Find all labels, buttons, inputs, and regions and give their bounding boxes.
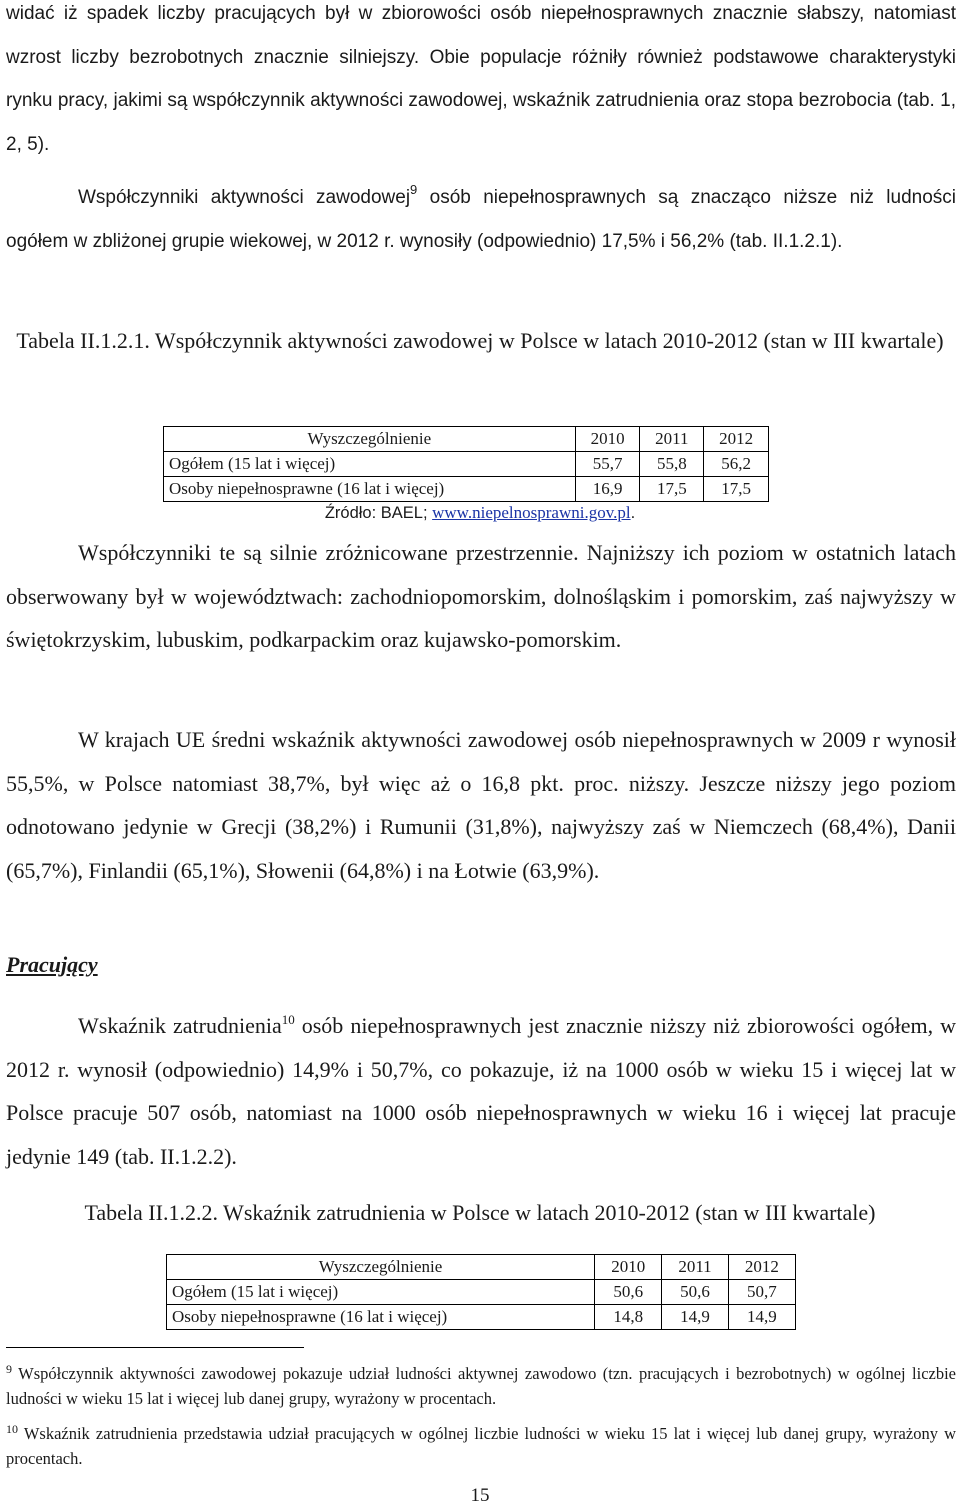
footnote-ref-10[interactable]: 10 — [281, 1012, 295, 1027]
cell-value: 17,5 — [640, 477, 704, 502]
section-heading: Pracujący — [6, 952, 98, 977]
paragraph-activity-rates: Współczynniki aktywności zawodowej$^9$ osób niepełnosprawnych są znacząco niższe niż ludności ogółem w zbliżonej grupie wiekowej, w 2012 r. wynosiły (odpowiednio) 17,5% i 56,2% (tab. II.1.2.1). — [6, 182, 956, 252]
footnote-divider — [6, 1347, 304, 1348]
table-caption-2: Tabela II.1.2.2. Wskaźnik zatrudnienia w Polsce w latach 2010-2012 (stan w III kwartale) — [84, 1200, 876, 1225]
header-cell: 2010 — [575, 427, 640, 452]
table-header-row — [164, 427, 769, 452]
table-row — [164, 477, 769, 502]
header-cell: 2011 — [662, 1255, 728, 1280]
table-row — [164, 452, 769, 477]
table-source: Źródło: BAEL; www.niepelnosprawni.gov.pl. — [324, 503, 636, 522]
header-cell: 2011 — [640, 427, 704, 452]
footnote-ref-9[interactable]: 9 — [410, 182, 418, 197]
footnote-9: $^9$ Współczynnik aktywności zawodowej pokazuje udział ludności aktywnej zawodowo (tzn. pracujących i bezrobotnych) w ogólnej liczbie ludności w wieku 15 lat i więcej lub danej grupy, wyrażony w procentach. — [6, 1362, 956, 1408]
cell-value: 50,6 — [662, 1280, 728, 1305]
header-cell: Wyszczególnienie — [164, 427, 576, 452]
page-number: 15 — [470, 1485, 490, 1506]
row-label: Ogółem (15 lat i więcej) — [164, 452, 576, 477]
cell-value: 56,2 — [704, 452, 769, 477]
cell-value: 50,6 — [595, 1280, 662, 1305]
cell-value: 50,7 — [728, 1280, 795, 1305]
footnote-10: $^{10}$ Wskaźnik zatrudnienia przedstawia udział pracujących w ogólnej liczbie ludności w wieku 15 lat i więcej lub danej grupy, wyrażony w procentach. — [6, 1422, 956, 1468]
cell-value: 16,9 — [575, 477, 640, 502]
table-row — [167, 1305, 796, 1330]
header-cell: Wyszczególnienie — [167, 1255, 595, 1280]
header-cell: 2012 — [728, 1255, 795, 1280]
row-label: Osoby niepełnosprawne (16 lat i więcej) — [167, 1305, 595, 1330]
paragraph-employment: Wskaźnik zatrudnienia$^{10}$ osób niepełnosprawnych jest znacznie niższy niż zbiorowości ogółem, w 2012 r. wynosił (odpowiednio) 14,9% i 50,7%, co pokazuje, iż na 1000 osób w wieku 15 i więcej lat w Polsce pracuje 507 osób, natomiast na 1000 osób niepełnosprawnych w wieku 16 i więcej lat pracuje jedynie 149 (tab. II.1.2.2). — [6, 1012, 956, 1169]
cell-value: 14,9 — [662, 1305, 728, 1330]
header-cell: 2012 — [704, 427, 769, 452]
source-link[interactable]: www.niepelnosprawni.gov.pl — [432, 503, 631, 522]
cell-value: 14,8 — [595, 1305, 662, 1330]
cell-value: 14,9 — [728, 1305, 795, 1330]
paragraph-eu: W krajach UE średni wskaźnik aktywności zawodowej osób niepełnosprawnych w 2009 r wynosił 55,5%, w Polsce natomiast 38,7%, był więc aż o 16,8 pkt. proc. niższy. Jeszcze niższy jego poziom odnotowano jedynie w Grecji (38,2%) i Rumunii (31,8%), najwyższy zaś w Niemczech (68,4%), Danii (65,7%), Finlandii (65,1%), Słowenii (64,8%) i na Łotwie (63,9%). — [6, 727, 956, 883]
footnote-number: 10 — [6, 1422, 18, 1436]
row-label: Ogółem (15 lat i więcej) — [167, 1280, 595, 1305]
row-label: Osoby niepełnosprawne (16 lat i więcej) — [164, 477, 576, 502]
table-caption-1: Tabela II.1.2.1. Współczynnik aktywności zawodowej w Polsce w latach 2010-2012 (stan w III kwartale) — [16, 328, 944, 353]
header-cell: 2010 — [595, 1255, 662, 1280]
activity-rate-table — [163, 426, 769, 502]
cell-value: 17,5 — [704, 477, 769, 502]
paragraph-intro: widać iż spadek liczby pracujących był w zbiorowości osób niepełnosprawnych znacznie słabszy, natomiast wzrost liczby bezrobotnych znacznie silniejszy. Obie populacje różniły również podstawowe charakterystyki rynku pracy, jakimi są współczynnik aktywności zawodowej, wskaźnik zatrudnienia oraz stopa bezrobocia (tab. 1, 2, 5). — [6, 3, 956, 155]
footnote-number: 9 — [6, 1362, 12, 1376]
cell-value: 55,8 — [640, 452, 704, 477]
cell-value: 55,7 — [575, 452, 640, 477]
paragraph-regional: Współczynniki te są silnie zróżnicowane przestrzennie. Najniższy ich poziom w ostatnich latach obserwowany był w województwach: zachodniopomorskim, dolnośląskim i pomorskim, zaś najwyższy w świętokrzyskim, lubuskim, podkarpackim oraz kujawsko-pomorskim. — [6, 540, 956, 652]
employment-rate-table — [166, 1254, 796, 1330]
table-header-row — [167, 1255, 796, 1280]
table-row — [167, 1280, 796, 1305]
